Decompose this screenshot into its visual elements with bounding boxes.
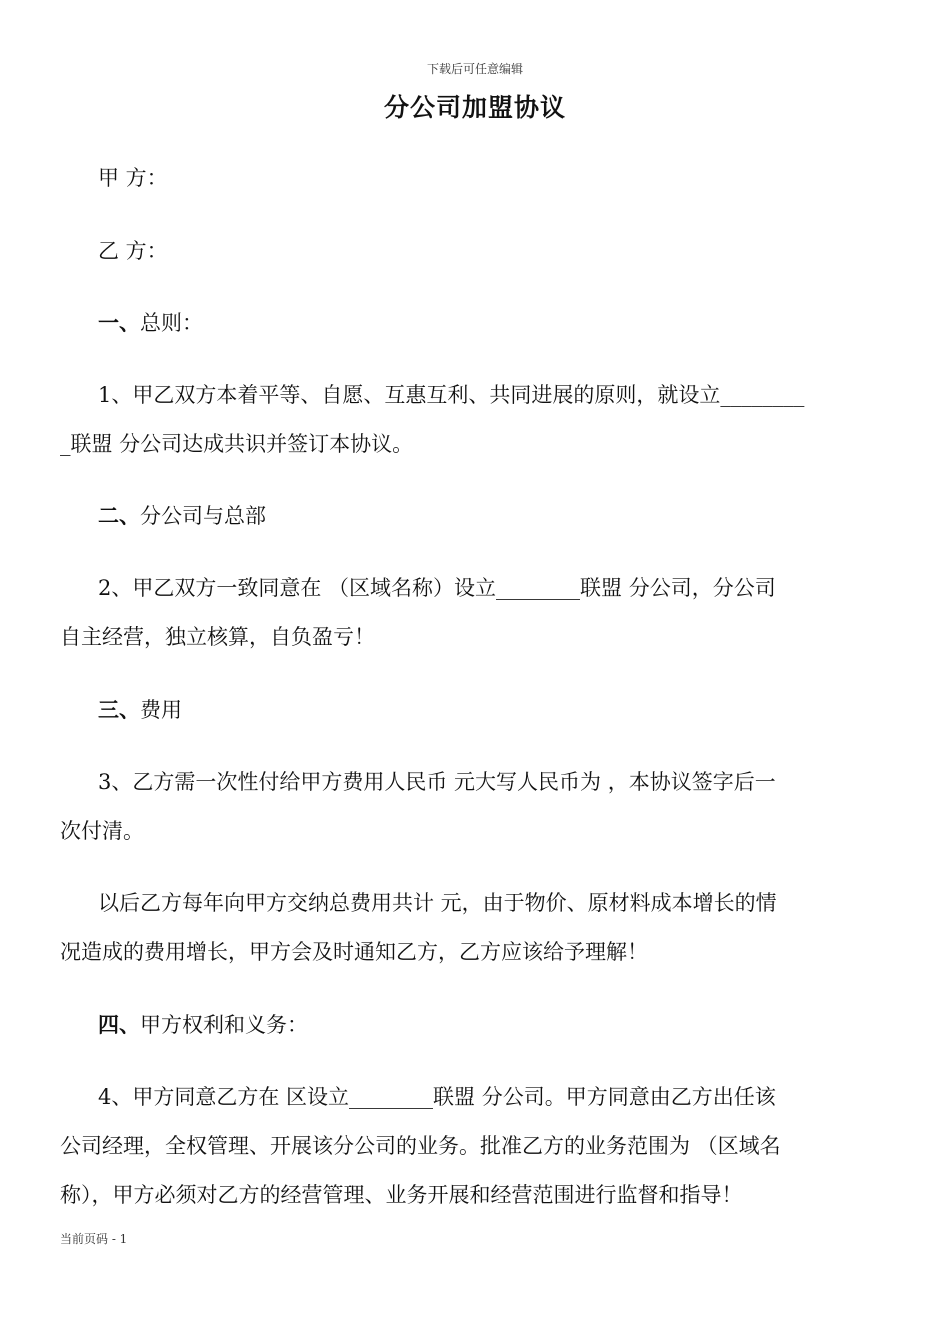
section-4-number: 四、 bbox=[98, 1013, 140, 1037]
clause-3b-line-1: 以后乙方每年向甲方交纳总费用共计 元，由于物价、原材料成本增长的情 bbox=[98, 891, 777, 915]
clause-3b-line-2: 况造成的费用增长，甲方会及时通知乙方，乙方应该给予理解！ bbox=[60, 940, 648, 964]
section-2-number: 二、 bbox=[98, 504, 140, 528]
clause-1-line-2: _联盟 分公司达成共识并签订本协议。 bbox=[60, 432, 414, 456]
section-4-title: 甲方权利和义务： bbox=[140, 1013, 308, 1037]
section-4-heading bbox=[60, 1002, 928, 1048]
clause-1-line-1: 1、甲乙双方本着平等、自愿、互惠互利、共同进展的原则，就设立________ bbox=[98, 383, 805, 407]
section-2-title: 分公司与总部 bbox=[140, 504, 266, 528]
clause-4-line-1: 4、甲方同意乙方在 区设立________联盟 分公司。甲方同意由乙方出任该 bbox=[98, 1085, 776, 1109]
section-3-number: 三、 bbox=[98, 698, 140, 722]
section-1-heading bbox=[60, 300, 928, 346]
section-1-number: 一、 bbox=[98, 311, 140, 335]
clause-3-line-2: 次付清。 bbox=[60, 819, 144, 843]
page-number-footer: 当前页码 - 1 bbox=[60, 1232, 128, 1246]
section-3-heading bbox=[60, 687, 928, 733]
section-3-title: 费用 bbox=[140, 698, 182, 722]
section-1-title: 总则： bbox=[140, 311, 203, 335]
party-a-line: 甲 方： bbox=[98, 166, 168, 190]
clause-3-line-1: 3、乙方需一次性付给甲方费用人民币 元大写人民币为 ，本协议签字后一 bbox=[98, 770, 776, 794]
party-b-line: 乙 方： bbox=[98, 239, 168, 263]
document-title: 分公司加盟协议 bbox=[383, 93, 566, 122]
clause-4-line-2: 公司经理，全权管理、开展该分公司的业务。批准乙方的业务范围为 （区域名 bbox=[60, 1134, 781, 1158]
clause-2-line-1: 2、甲乙双方一致同意在 （区域名称）设立________联盟 分公司，分公司 bbox=[98, 576, 776, 600]
clause-2-line-2: 自主经营，独立核算，自负盈亏！ bbox=[60, 625, 375, 649]
section-2-heading bbox=[60, 493, 928, 539]
clause-4-line-3: 称），甲方必须对乙方的经营管理、业务开展和经营范围进行监督和指导！ bbox=[60, 1183, 743, 1207]
header-note: 下载后可任意编辑 bbox=[426, 62, 523, 76]
